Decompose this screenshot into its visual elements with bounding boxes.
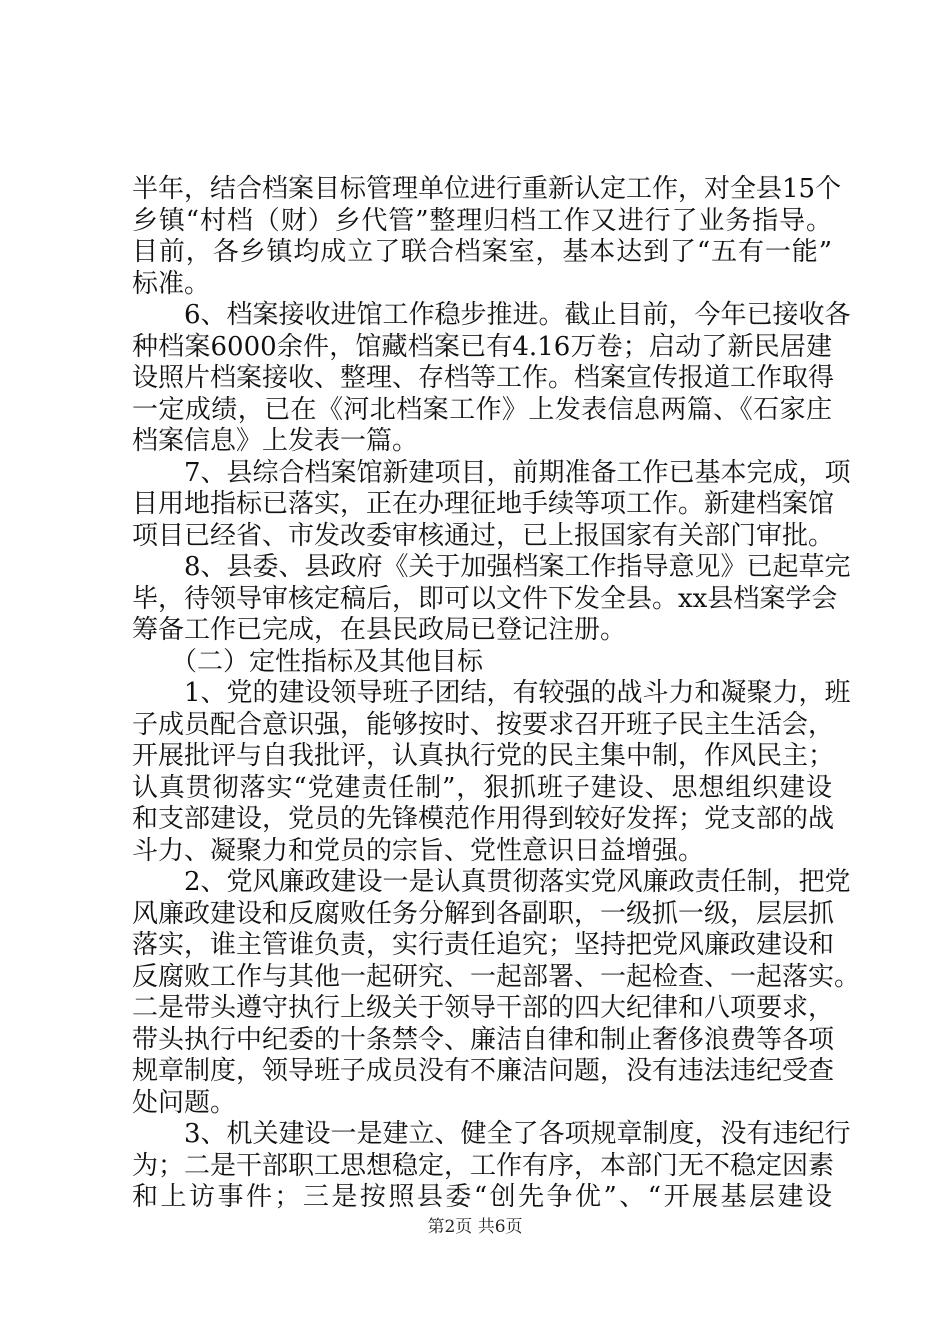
text-line: 处问题。 bbox=[132, 1087, 237, 1118]
section-heading: （二）定性指标及其他目标 bbox=[132, 646, 484, 677]
text-line: 带头执行中纪委的十条禁令、廉洁自律和制止奢侈浪费等各项 bbox=[132, 1024, 835, 1055]
text-line: 毕，待领导审核定稿后，即可以文件下发全县。xx县档案学会 bbox=[132, 583, 838, 614]
text-line: 项目已经省、市发改委审核通过，已上报国家有关部门审批。 bbox=[132, 520, 835, 551]
text-line: 认真贯彻落实“党建责任制”，狠抓班子建设、思想组织建设 bbox=[132, 772, 832, 803]
text-line: 为；二是干部职工思想稳定，工作有序，本部门无不稳定因素 bbox=[132, 1150, 835, 1181]
text-line: 目用地指标已落实，正在办理征地手续等项工作。新建档案馆 bbox=[132, 489, 835, 519]
text-line: 一定成绩，已在《河北档案工作》上发表信息两篇、《石家庄 bbox=[132, 394, 832, 425]
text-line: 和上访事件；三是按照县委“创先争优”、“开展基层建设 bbox=[132, 1182, 832, 1212]
text-line: 2、党风廉政建设一是认真贯彻落实党风廉政责任制，把党 bbox=[132, 867, 851, 897]
text-line: 反腐败工作与其他一起研究、一起部署、一起检查、一起落实。 bbox=[132, 961, 861, 992]
text-line: 3、机关建设一是建立、健全了各项规章制度，没有违纪行 bbox=[132, 1119, 851, 1149]
text-line: 子成员配合意识强，能够按时、按要求召开班子民主生活会， bbox=[132, 709, 835, 740]
text-line: 规章制度，领导班子成员没有不廉洁问题，没有违法违纪受查 bbox=[132, 1056, 835, 1086]
text-line: 筹备工作已完成，在县民政局已登记注册。 bbox=[132, 615, 627, 645]
text-line: 二是带头遵守执行上级关于领导干部的四大纪律和八项要求， bbox=[132, 993, 835, 1023]
text-line: 乡镇“村档（财）乡代管”整理归档工作又进行了业务指导。 bbox=[132, 205, 832, 236]
text-line: 目前，各乡镇均成立了联合档案室，基本达到了“五有一能” bbox=[132, 237, 832, 267]
text-line: 6、档案接收进馆工作稳步推进。截止目前，今年已接收各 bbox=[132, 300, 851, 330]
page-number-footer: 第2页 共6页 bbox=[427, 1217, 523, 1237]
text-line: 风廉政建设和反腐败任务分解到各副职，一级抓一级，层层抓 bbox=[132, 898, 835, 929]
text-line: 半年，结合档案目标管理单位进行重新认定工作，对全县15个 bbox=[132, 174, 842, 204]
text-line: 斗力、凝聚力和党员的宗旨、党性意识日益增强。 bbox=[132, 835, 705, 866]
text-line: 开展批评与自我批评，认真执行党的民主集中制，作风民主； bbox=[132, 741, 835, 771]
text-line: 设照片档案接收、整理、存档等工作。档案宣传报道工作取得 bbox=[132, 363, 835, 393]
text-line: 落实，谁主管谁负责，实行责任追究；坚持把党风廉政建设和 bbox=[132, 930, 835, 960]
text-line: 种档案6000余件，馆藏档案已有4.16万卷；启动了新民居建 bbox=[132, 331, 832, 362]
text-line: 8、县委、县政府《关于加强档案工作指导意见》已起草完 bbox=[132, 552, 851, 582]
text-line: 标准。 bbox=[132, 268, 211, 299]
text-line: 7、县综合档案馆新建项目，前期准备工作已基本完成，项 bbox=[132, 457, 851, 488]
text-line: 1、党的建设领导班子团结，有较强的战斗力和凝聚力，班 bbox=[132, 678, 851, 708]
text-line: 和支部建设，党员的先锋模范作用得到较好发挥；党支部的战 bbox=[132, 804, 835, 834]
text-line: 档案信息》上发表一篇。 bbox=[132, 426, 419, 456]
